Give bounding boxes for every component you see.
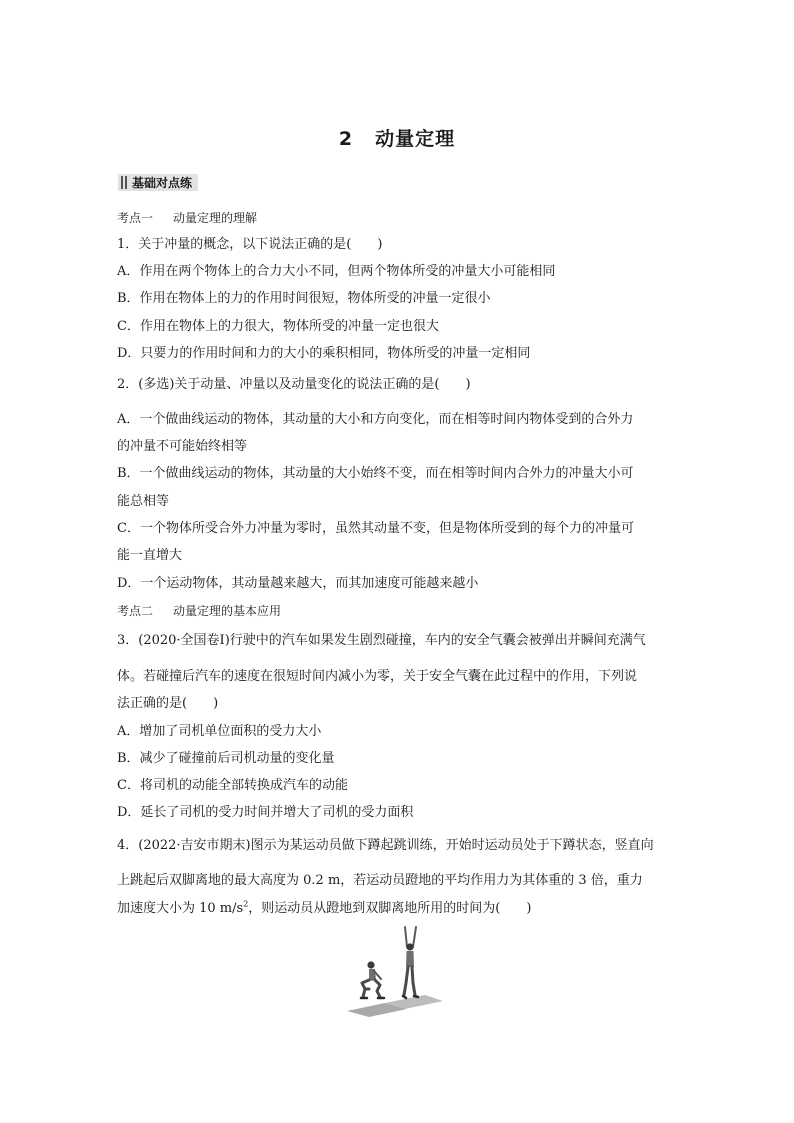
section-tag [118,174,198,191]
kaodian-2-label: 考点二 [117,604,154,618]
q2-option-d: D．一个运动物体，其动量越来越大，而其加速度可能越来越小 [117,576,479,591]
q3-stem-line1: 3．(2020·全国卷Ⅰ)行驶中的汽车如果发生剧烈碰撞，车内的安全气囊会被弹出并瞬间充满气 [117,633,646,648]
q3-option-c: C．将司机的动能全部转换成汽车的动能 [117,778,348,793]
q4-stem-line3 [117,901,531,917]
kaodian-1-heading [117,210,257,226]
q4-stem-line1: 4．(2022·吉安市期末)图示为某运动员做下蹲起跳训练，开始时运动员处于下蹲状态，竖直向 [117,838,654,853]
q2-option-b-line2: 能总相等 [117,494,170,509]
q1-option-c: C．作用在物体上的力很大，物体所受的冲量一定也很大 [117,319,439,334]
q2-option-b-line1: B．一个做曲线运动的物体，其动量的大小始终不变，而在相等时间内合外力的冲量大小可 [117,466,634,481]
jumping-athlete-icon [403,927,418,998]
q4-accel-exponent: 2 [243,899,249,909]
q2-option-c-line1: C．一个物体所受合外力冲量为零时，虽然其动量不变，但是物体所受到的每个力的冲量可 [117,521,634,536]
q2-option-a-line2: 的冲量不可能始终相等 [117,439,248,454]
q1-stem: 1．关于冲量的概念，以下说法正确的是( ) [117,237,383,252]
q3-option-d: D．延长了司机的受力时间并增大了司机的受力面积 [117,805,414,820]
page-title [0,124,794,151]
q2-option-c-line2: 能一直增大 [117,548,183,563]
q3-option-b: B．减少了碰撞前后司机动量的变化量 [117,751,335,766]
kaodian-1-label: 考点一 [117,211,154,225]
title-number: 2 [338,128,354,150]
q1-option-b: B．作用在物体上的力的作用时间很短，物体所受的冲量一定很小 [117,291,491,306]
kaodian-2-text: 动量定理的基本应用 [173,604,282,618]
q4-accel-text: 加速度大小为 10 m/s [117,901,244,916]
section-bars-icon [121,176,127,189]
q4-stem-tail: ，则运动员从蹬地到双脚离地所用的时间为( ) [248,901,532,916]
q4-stem-line2: 上跳起后双脚离地的最大高度为 0.2 m，若运动员蹬地的平均作用力为其体重的 3 倍，重力 [117,873,643,888]
title-text: 动量定理 [375,128,456,150]
kaodian-1-text: 动量定理的理解 [173,211,258,225]
q3-stem-line3: 法正确的是( ) [117,696,219,711]
q1-option-a: A．作用在两个物体上的合力大小不同，但两个物体所受的冲量大小可能相同 [117,264,556,279]
q3-stem-line2: 体。若碰撞后汽车的速度在很短时间内减小为零，关于安全气囊在此过程中的作用，下列说 [117,669,638,684]
q2-stem: 2．(多选)关于动量、冲量以及动量变化的说法正确的是( ) [117,377,471,392]
q1-option-d: D．只要力的作用时间和力的大小的乘积相同，物体所受的冲量一定相同 [117,346,531,361]
q2-option-a-line1: A．一个做曲线运动的物体，其动量的大小和方向变化，而在相等时间内物体受到的合外力 [117,412,634,427]
athlete-jump-figure [345,925,445,1017]
kaodian-2-heading [117,603,281,619]
section-label: 基础对点练 [132,176,193,190]
squatting-athlete-icon [361,961,384,998]
q3-option-a: A．增加了司机单位面积的受力大小 [117,724,322,739]
